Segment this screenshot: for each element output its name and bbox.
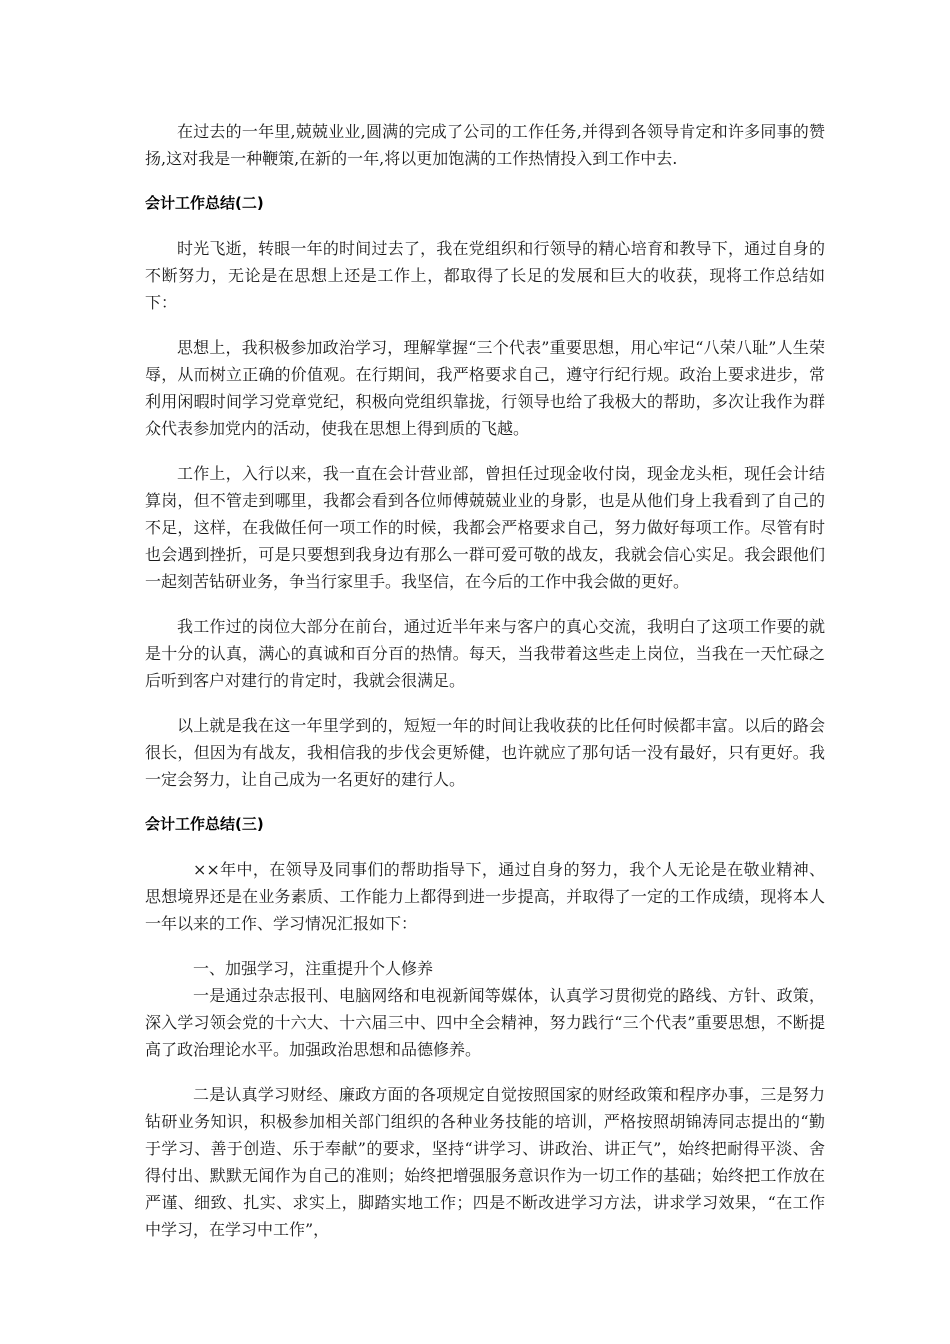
paragraph-intro: 在过去的一年里,兢兢业业,圆满的完成了公司的工作任务,并得到各领导肯定和许多同事的赞扬,这对我是一种鞭策,在新的一年,将以更加饱满的工作热情投入到工作中去. bbox=[145, 122, 825, 168]
paragraph-1: 时光飞逝，转眼一年的时间过去了，我在党组织和行领导的精心培育和教导下，通过自身的不断努力，无论是在思想上还是工作上，都取得了长足的发展和巨大的收获，现将工作总结如下： bbox=[145, 239, 825, 312]
subheading-1: 一、加强学习，注重提升个人修养 bbox=[193, 959, 434, 978]
paragraph-6: ××年中，在领导及同事们的帮助指导下，通过自身的努力，我个人无论是在敬业精神、思想境界还是在业务素质、工作能力上都得到进一步提高，并取得了一定的工作成绩，现将本人一年以来的工作、学习情况汇报如下： bbox=[145, 860, 825, 933]
document-page bbox=[145, 118, 825, 1243]
paragraph-5: 以上就是我在这一年里学到的，短短一年的时间让我收获的比任何时候都丰富。以后的路会很长，但因为有战友，我相信我的步伐会更矫健，也许就应了那句话一没有最好，只有更好。我一定会努力，让自己成为一名更好的建行人。 bbox=[145, 716, 825, 789]
paragraph-9: 二是认真学习财经、廉政方面的各项规定自觉按照国家的财经政策和程序办事，三是努力钻研业务知识，积极参加相关部门组织的各种业务技能的培训，严格按照胡锦涛同志提出的“勤于学习、善于创造、乐于奉献”的要求，坚持“讲学习、讲政治、讲正气”，始终把耐得平淡、舍得付出、默默无闻作为自己的准则；始终把增强服务意识作为一切工作的基础；始终把工作放在严谨、细致、扎实、求实上，脚踏实地工作；四是不断改进学习方法，讲求学习效果，“在工作中学习，在学习中工作”， bbox=[145, 1085, 825, 1239]
section-heading-3: 会计工作总结(三) bbox=[145, 815, 264, 833]
paragraph-3: 工作上，入行以来，我一直在会计营业部，曾担任过现金收付岗，现金龙头柜，现任会计结算岗，但不管走到哪里，我都会看到各位师傅兢兢业业的身影，也是从他们身上我看到了自己的不足，这样，在我做任何一项工作的时候，我都会严格要求自己，努力做好每项工作。尽管有时也会遇到挫折，可是只要想到我身边有那么一群可爱可敬的战友，我就会信心实足。我会跟他们一起刻苦钻研业务，争当行家里手。我坚信，在今后的工作中我会做的更好。 bbox=[145, 464, 825, 591]
paragraph-2: 思想上，我积极参加政治学习，理解掌握“三个代表”重要思想，用心牢记“八荣八耻”人生荣辱，从而树立正确的价值观。在行期间，我严格要求自己，遵守行纪行规。政治上要求进步，常利用闲暇时间学习党章党纪，积极向党组织靠拢，行领导也给了我极大的帮助，多次让我作为群众代表参加党内的活动，使我在思想上得到质的飞越。 bbox=[145, 338, 825, 438]
paragraph-4: 我工作过的岗位大部分在前台，通过近半年来与客户的真心交流，我明白了这项工作要的就是十分的认真，满心的真诚和百分百的热情。每天，当我带着这些走上岗位，当我在一天忙碌之后听到客户对建行的肯定时，我就会很满足。 bbox=[145, 617, 825, 690]
paragraph-8: 一是通过杂志报刊、电脑网络和电视新闻等媒体，认真学习贯彻党的路线、方针、政策，深入学习领会党的十六大、十六届三中、四中全会精神，努力践行“三个代表”重要思想，不断提高了政治理论水平。加强政治思想和品德修养。 bbox=[145, 986, 825, 1059]
section-heading-2: 会计工作总结(二) bbox=[145, 194, 264, 212]
